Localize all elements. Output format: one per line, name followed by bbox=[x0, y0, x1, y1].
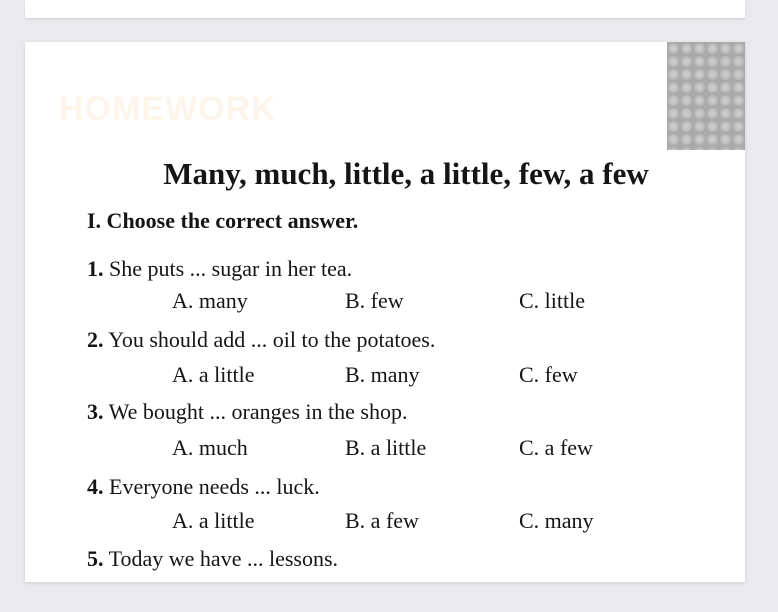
question-text: She puts ... sugar in her tea. bbox=[109, 256, 353, 281]
question-text: We bought ... oranges in the shop. bbox=[108, 399, 408, 424]
question-2 bbox=[87, 327, 435, 353]
question-number: 4. bbox=[87, 474, 104, 499]
option-a: A. a little bbox=[172, 508, 255, 533]
watermark: HOMEWORK bbox=[59, 90, 277, 128]
question-text: Today we have ... lessons. bbox=[108, 546, 339, 571]
option-b: B. few bbox=[345, 288, 404, 313]
worksheet-page bbox=[25, 42, 745, 582]
option-b: B. a little bbox=[345, 435, 427, 460]
worksheet-title: Many, much, little, a little, few, a few bbox=[163, 156, 649, 191]
option-a: A. much bbox=[172, 435, 248, 460]
option-c: C. few bbox=[519, 362, 578, 387]
question-4 bbox=[87, 474, 320, 500]
option-a: A. many bbox=[172, 288, 248, 313]
question-number: 2. bbox=[87, 327, 104, 352]
previous-page bbox=[25, 0, 745, 18]
option-c: C. little bbox=[519, 288, 585, 313]
option-b: B. a few bbox=[345, 508, 419, 533]
question-3 bbox=[87, 399, 407, 425]
question-text: You should add ... oil to the potatoes. bbox=[108, 327, 436, 352]
option-c: C. a few bbox=[519, 435, 593, 460]
instruction: I. Choose the correct answer. bbox=[87, 208, 359, 233]
question-1 bbox=[87, 256, 352, 282]
option-c: C. many bbox=[519, 508, 594, 533]
question-5 bbox=[87, 546, 338, 572]
question-text: Everyone needs ... luck. bbox=[109, 474, 320, 499]
corner-pattern bbox=[667, 42, 745, 150]
question-number: 5. bbox=[87, 546, 104, 571]
option-b: B. many bbox=[345, 362, 420, 387]
question-number: 3. bbox=[87, 399, 104, 424]
option-a: A. a little bbox=[172, 362, 255, 387]
question-number: 1. bbox=[87, 256, 104, 281]
